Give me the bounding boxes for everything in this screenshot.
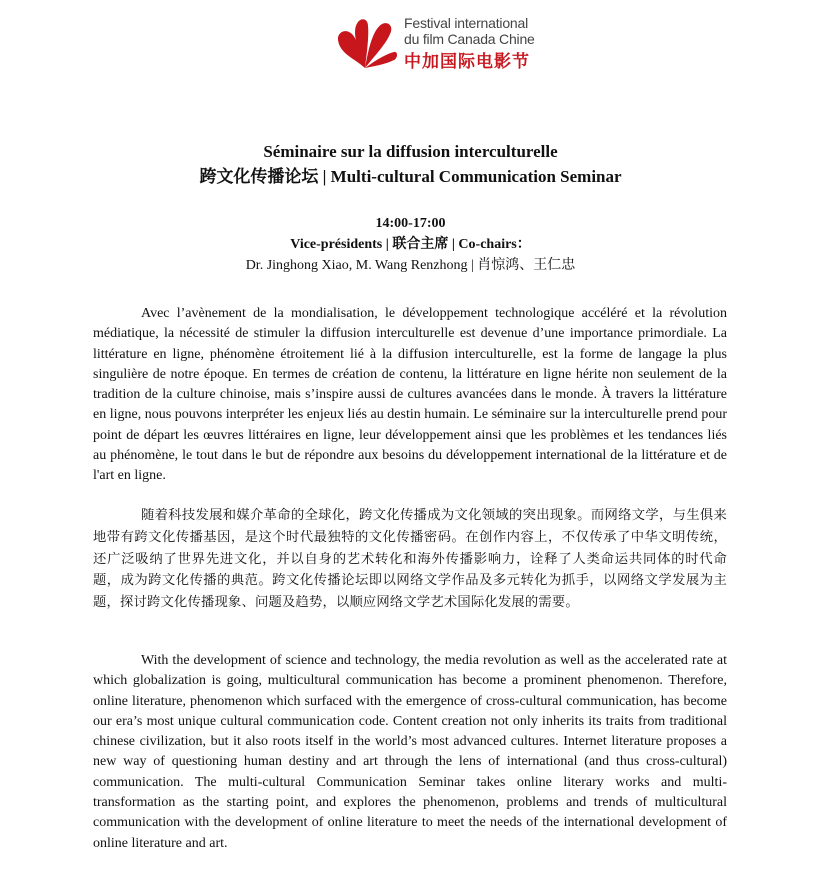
session-time: 14:00-17:00 [375, 216, 446, 231]
logo-text-line-2: du film Canada Chine [404, 31, 535, 47]
cochairs-label: Vice-présidents | 联合主席 | Co-chairs： [290, 237, 531, 252]
page-title-chinese-english: 跨文化传播论坛 | Multi-cultural Communication Seminar [199, 167, 622, 186]
paragraph-french: Avec l’avènement de la mondialisation, le développement technologique accéléré et la révolution médiatique, la nécessité de stimuler la diffusion interculturelle est devenue d’une importance primordiale. La littérature en ligne, phénomène étroitement lié à la diffusion interculturelle, est la forme de langage la plus singulière de notre époque. En termes de création de contenu, la littérature en ligne hérite non seulement de la tradition de la culture chinoise, mais s’inspire aussi de cultures avancées dans le monde. À travers la littérature en ligne, nous pouvons interpréter les enjeux liés au destin humain. Le séminaire sur la interculturelle prend pour point de départ les œuvres littéraires en ligne, leur développement ainsi que les problèmes et les tendances liés au phénomène, le tout dans le but de répondre aux besoins du développement international de la littérature et de l'art en ligne. [93, 306, 727, 484]
title-block [0, 141, 821, 190]
logo-text-line-1: Festival international [404, 15, 528, 31]
paragraph-english: With the development of science and technology, the media revolution as well as the accelerated rate at which globalization is going, multicultural communication has become a prominent phenomenon. Therefore, online literature, phenomenon which surfaced with the emergence of cross-cultural communication, has become our era’s most unique cultural communication code. Content creation not only inherits its traits from traditional chinese civilization, but it also roots itself in the world’s most advanced cultures. Internet literature proposes a new way of questioning human destiny and art through the lens of international (and thus cross-cultural) communication. The multi-cultural Communication Seminar takes online literary works and multi-transformation as the starting point, and explores the phenomenon, problems and trends of multicultural communication with the development of online literature to meet the needs of the international development of online literature and art. [93, 653, 727, 851]
paragraph-chinese: 随着科技发展和媒介革命的全球化，跨文化传播成为文化领域的突出现象。而网络文学，与生俱来地带有跨文化传播基因，是这个时代最独特的文化传播密码。在创作内容上，不仅传承了中华文明传统，还广泛吸纳了世界先进文化，并以自身的艺术转化和海外传播影响力，诠释了人类命运共同体的时代命题，成为跨文化传播的典范。跨文化传播论坛即以网络文学作品及多元转化为抓手，以网络文学发展为主题，探讨跨文化传播现象、问题及趋势，以顺应网络文学艺术国际化发展的需要。 [93, 508, 727, 611]
logo-text-chinese: 中加国际电影节 [404, 52, 530, 72]
session-info [0, 213, 821, 276]
cochairs-names: Dr. Jinghong Xiao, M. Wang Renzhong | 肖惊鸿、王仁忠 [245, 258, 576, 273]
page-title-french: Séminaire sur la diffusion interculturelle [263, 142, 558, 161]
festival-logo [334, 14, 544, 76]
flower-logo-icon [334, 14, 398, 72]
